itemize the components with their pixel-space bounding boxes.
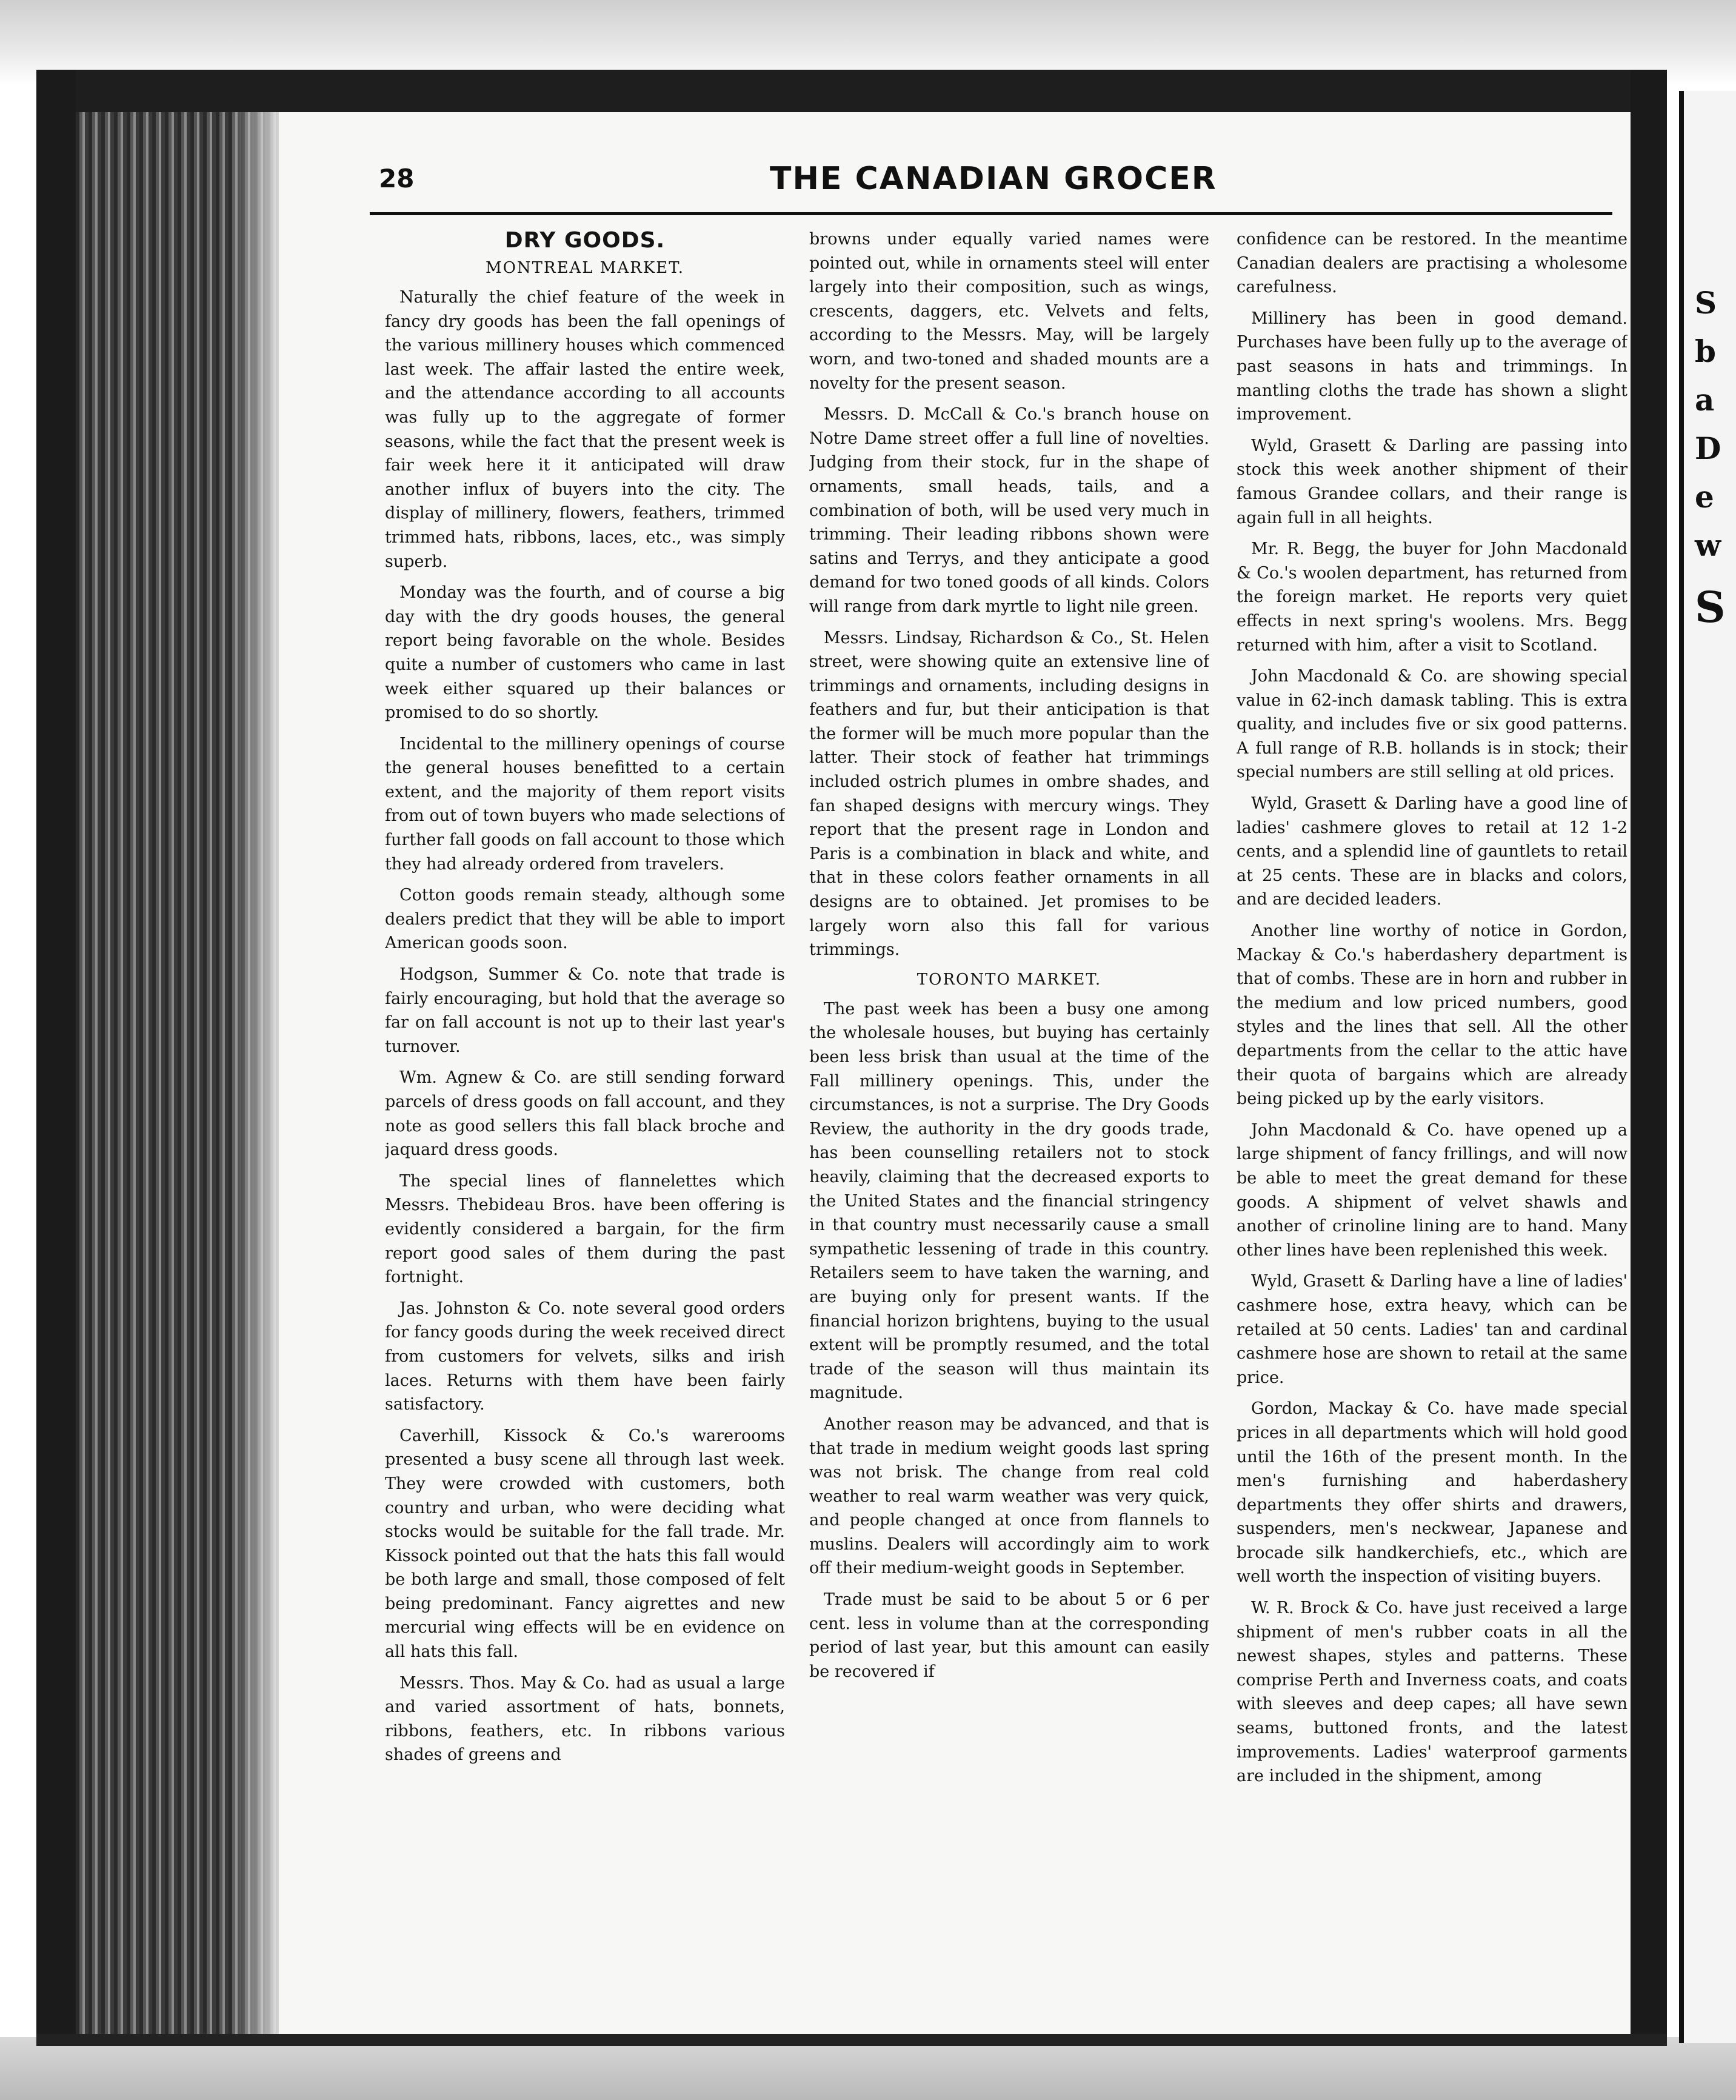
article-column-3 [1237, 227, 1628, 2016]
adjacent-page-letter: D [1695, 430, 1721, 466]
adjacent-page-letter: S [1695, 582, 1726, 632]
paragraph: Messrs. D. McCall & Co.'s branch house on Notre Dame street offer a full line of novelties. Judging from their stock, fur in the shape of ornaments, small heads, tails, and a combination of both, will be used very much in trimming. Their leading ribbons shown were satins and Terrys, and they anticipate a good demand for two toned goods of all kinds. Colors will range from dark myrtle to light nile green. [809, 405, 1209, 616]
paragraph: Another line worthy of notice in Gordon, Mackay & Co.'s haberdashery department is that of combs. These are in horn and rubber in the medium and low priced numbers, good styles and the lines that sell. All the other departments from the cellar to the attic have their quota of bargains which are already being picked up by the early visitors. [1237, 921, 1628, 1109]
paragraph: The special lines of flannelettes which Messrs. Thebideau Bros. have been offering is evidently considered a bargain, for the firm report good sales of them during the past fortnight. [385, 1171, 785, 1287]
paragraph: Monday was the fourth, and of course a big day with the dry goods houses, the general report being favorable on the whole. Besides quite a number of customers who came in last week either squared up their balances or promised to do so shortly. [385, 583, 785, 723]
paragraph: Millinery has been in good demand. Purchases have been fully up to the average of past seasons in hats and trimmings. In mantling cloths the trade has shown a slight improvement. [1237, 309, 1628, 424]
paragraph: John Macdonald & Co. have opened up a large shipment of fancy frillings, and will now be able to meet the great demand for these goods. A shipment of velvet shawls and another of crinoline lining are to hand. Many other lines have been replenished this week. [1237, 1120, 1628, 1260]
masthead-rule [370, 212, 1612, 215]
book-binding-right [1631, 70, 1667, 2043]
paragraph: confidence can be restored. In the meantime Canadian dealers are practising a wholesome carefulness. [1237, 230, 1628, 297]
paragraph: Caverhill, Kissock & Co.'s warerooms presented a busy scene all through last week. They were crowded with customers, both country and urban, who were deciding what stocks would be suitable for the fall trade. Mr. Kissock pointed out that the hats this fall would be both large and small, those composed of felt being predominant. Fancy aigrettes and new mercurial wing effects will be en evidence on all hats this fall. [385, 1426, 785, 1662]
paragraph: Wyld, Grasett & Darling are passing into stock this week another shipment of their famous Grandee collars, and their range is again full in all heights. [1237, 436, 1628, 527]
paragraph: Wyld, Grasett & Darling have a good line of ladies' cashmere gloves to retail at 12 1-2 cents, and a splendid line of gauntlets to retail at 25 cents. These are in blacks and colors, and are decided leaders. [1237, 794, 1628, 909]
paragraph: Jas. Johnston & Co. note several good orders for fancy goods during the week received direct from customers for velvets, silks and irish laces. Returns with them have been fairly satisfactory. [385, 1299, 785, 1414]
page-edges-fade [230, 112, 285, 2037]
adjacent-page-letter: a [1695, 382, 1715, 418]
book-binding-top [36, 70, 1667, 112]
paragraph: Wyld, Grasett & Darling have a line of ladies' cashmere hose, extra heavy, which can be retailed at 50 cents. Ladies' tan and cardinal cashmere hose are shown to retail at the same price. [1237, 1272, 1628, 1387]
paragraph: Naturally the chief feature of the week in fancy dry goods has been the fall openings of the various millinery houses which commenced last week. The affair lasted the entire week, and the attendance according to all accounts was fully up to the aggregate of former seasons, while the fact that the present week is fair week here it it anticipated will draw another influx of buyers into the city. The display of millinery, flowers, feathers, trimmed trimmed hats, ribbons, laces, etc., was simply superb. [385, 288, 785, 571]
adjacent-page-letter: S [1695, 285, 1717, 321]
book-binding-bottom [36, 2034, 1667, 2046]
subheading-montreal-market: MONTREAL MARKET. [485, 259, 685, 277]
paragraph: browns under equally varied names were pointed out, while in ornaments steel will enter largely into their composition, such as wings, crescents, daggers, etc. Velvets and felts, according to the Messrs. May, will be largely worn, and two-toned and shaded mounts are a novelty for the present season. [809, 230, 1209, 393]
paragraph: Hodgson, Summer & Co. note that trade is fairly encouraging, but hold that the average so far on fall account is not up to their last year's turnover. [385, 965, 785, 1056]
paragraph: John Macdonald & Co. are showing special value in 62-inch damask tabling. This is extra quality, and includes five or six good patterns. A full range of R.B. hollands is in stock; their special numbers are still selling at old prices. [1237, 667, 1628, 782]
paragraph: Wm. Agnew & Co. are still sending forward parcels of dress goods on fall account, and they note as good sellers this fall black broche and jaquard dress goods. [385, 1068, 785, 1160]
paragraph: Messrs. Lindsay, Richardson & Co., St. Helen street, were showing quite an extensive line of trimmings and ornaments, including designs in feathers and fur, but their anticipation is that the former will be much more popular than the latter. Their stock of feather hat trimmings included ostrich plumes in ombre shades, and fan shaped designs with mercury wings. They report that the present rage in London and Paris is a combination in black and white, and that in these colors feather ornaments in all designs are to obtained. Jet promises to be largely worn also this fall for various trimmings. [809, 628, 1209, 960]
adjacent-page-letter: e [1695, 479, 1714, 515]
article-column-1 [385, 227, 785, 2016]
paragraph: The past week has been a busy one among the wholesale houses, but buying has certainly been less brisk than usual at the time of the Fall millinery openings. This, under the circumstances, is not a surprise. The Dry Goods Review, the authority in the dry goods trade, has been counselling retailers not to stock heavily, claiming that the decreased exports to the United States and the financial stringency in that country must necessarily cause a small sympathetic lessening of trade in this country. Retailers seem to have taken the warning, and are buying only for present wants. If the financial horizon brightens, buying to the usual extent will be promptly resumed, and the total trade of the season will thus maintain its magnitude. [809, 999, 1209, 1403]
section-heading-dry-goods: DRY GOODS. [504, 228, 666, 253]
paragraph: Mr. R. Begg, the buyer for John Macdonald & Co.'s woolen department, has returned from the foreign market. He reports very quiet effects in next spring's woolens. Mrs. Begg returned with him, after a visit to Scotland. [1237, 540, 1628, 655]
page-number: 28 [379, 164, 415, 193]
adjacent-page-letter: w [1695, 527, 1721, 563]
scan-background-bottom [0, 2037, 1736, 2100]
paragraph: Another reason may be advanced, and that is that trade in medium weight goods last spring was not brisk. The change from real cold weather to real warm weather was very quick, and people changed at once from flannels to muslins. Dealers will accordingly aim to work off their medium-weight goods in September. [809, 1414, 1209, 1578]
paragraph: Gordon, Mackay & Co. have made special prices in all departments which will hold good until the 16th of the present month. In the men's furnishing and haberdashery departments they offer shirts and drawers, suspenders, men's neckwear, Japanese and brocade silk handkerchiefs, etc., which are well worth the inspection of visiting buyers. [1237, 1399, 1628, 1587]
article-column-2 [809, 227, 1209, 2016]
adjacent-page-edge [1679, 91, 1736, 2043]
paragraph: W. R. Brock & Co. have just received a large shipment of men's rubber coats in all the newest shapes, styles and patterns. These comprise Perth and Inverness coats, and coats with sleeves and deep capes; all have sewn seams, buttoned fronts, and the latest improvements. Ladies' waterproof garments are included in the shipment, among [1237, 1599, 1628, 1786]
paragraph: Messrs. Thos. May & Co. had as usual a large and varied assortment of hats, bonnets, ribbons, feathers, etc. In ribbons various shades of greens and [385, 1673, 785, 1765]
paragraph: Cotton goods remain steady, although some dealers predict that they will be able to import American goods soon. [385, 886, 785, 953]
paragraph: Trade must be said to be about 5 or 6 per cent. less in volume than at the corresponding period of last year, but this amount can easily be recovered if [809, 1590, 1209, 1681]
book-binding-left [36, 70, 76, 2043]
adjacent-page-letter: b [1695, 333, 1716, 369]
masthead-title: THE CANADIAN GROCER [770, 161, 1217, 197]
paragraph: Incidental to the millinery openings of course the general houses benefitted to a certain extent, and the majority of them report visits from out of town buyers who made selections of further fall goods on fall account to those which they had already ordered from travelers. [385, 734, 785, 874]
subheading-toronto-market: TORONTO MARKET. [916, 970, 1102, 989]
